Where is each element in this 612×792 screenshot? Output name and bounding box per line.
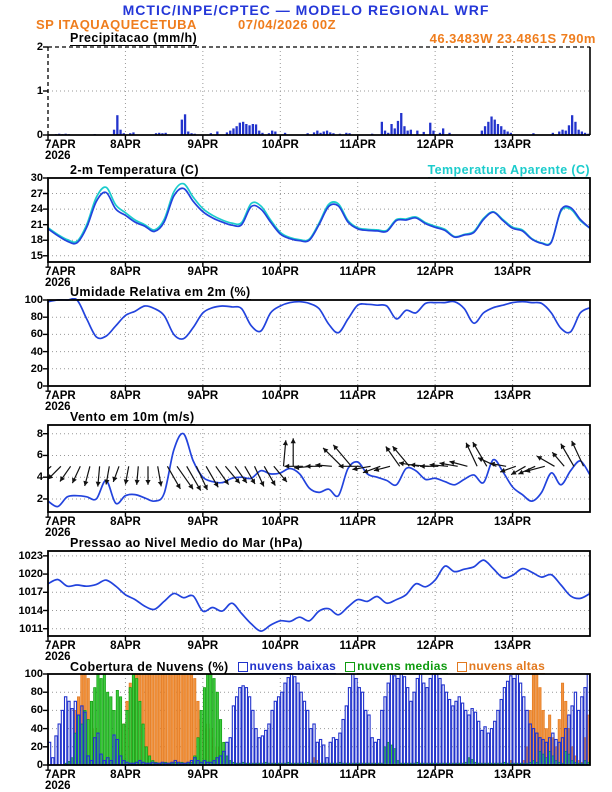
precipitation-x-label: 10APR xyxy=(261,139,299,151)
cloud-cover-x-label: 12APR xyxy=(416,769,454,781)
wind-y-tick-label: 2 xyxy=(36,492,43,505)
precipitation-x-label: 9APR xyxy=(187,139,219,151)
temperature-title: 2-m Temperatura (C) xyxy=(70,163,199,177)
wind-x-label: 9APR xyxy=(187,516,219,528)
wind-title: Vento em 10m (m/s) xyxy=(70,410,195,424)
low-clouds-label: nuvens baixas xyxy=(249,659,337,673)
pressure-y-tick-label: 1011 xyxy=(19,622,43,635)
precipitation-y-tick-label: 0 xyxy=(36,129,43,141)
precipitation-title: Precipitacao (mm/h) xyxy=(70,31,198,45)
wind-y-tick-label: 4 xyxy=(36,471,43,484)
temperature-x-label: 9APR xyxy=(187,266,219,278)
relative-humidity-y-tick-label: 60 xyxy=(30,328,43,341)
pressure-x-label: 13APR xyxy=(494,640,532,652)
cloud-cover-x-label: 8APR xyxy=(110,769,141,781)
pressure-x-label: 9APR xyxy=(187,640,219,652)
relative-humidity-y-tick-label: 100 xyxy=(24,294,43,306)
relative-humidity-y-tick-label: 40 xyxy=(30,345,43,358)
page-title: MCTIC/INPE/CPTEC — MODELO REGIONAL WRF xyxy=(122,2,490,18)
temperature-x-year-label: 2026 xyxy=(45,277,71,289)
wind-x-label: 10APR xyxy=(261,516,299,528)
relative-humidity-x-year-label: 2026 xyxy=(45,401,71,413)
temperature-y-tick-label: 15 xyxy=(30,249,43,262)
relative-humidity-x-label: 10APR xyxy=(261,390,299,402)
precipitation-x-year-label: 2026 xyxy=(45,150,71,162)
precipitation-x-label: 12APR xyxy=(416,139,454,151)
relative-humidity-x-label: 8APR xyxy=(110,390,141,402)
pressure-x-label: 8APR xyxy=(110,640,141,652)
cloud-cover-x-year-label: 2026 xyxy=(45,780,71,792)
temperature-x-label: 10APR xyxy=(261,266,299,278)
precipitation-y-tick-label: 2 xyxy=(36,41,43,53)
wind-x-label: 7APR xyxy=(45,516,76,528)
cloud-cover-x-label: 13APR xyxy=(494,769,532,781)
cloud-cover-y-tick-label: 80 xyxy=(30,686,43,699)
relative-humidity-x-label: 12APR xyxy=(416,390,454,402)
wind-x-label: 11APR xyxy=(339,516,376,528)
station-name: SP ITAQUAQUECETUBA xyxy=(36,17,197,32)
cloud-cover-x-label: 10APR xyxy=(261,769,299,781)
precipitation-y-tick-label: 1 xyxy=(36,85,43,97)
relative-humidity-x-label: 9APR xyxy=(187,390,219,402)
relative-humidity-y-tick-label: 0 xyxy=(36,380,43,392)
pressure-y-tick-label: 1014 xyxy=(18,604,43,617)
precipitation-x-label: 11APR xyxy=(339,139,376,151)
temperature-y-tick-label: 30 xyxy=(30,172,43,184)
temperature-y-tick-label: 24 xyxy=(30,203,43,216)
relative-humidity-y-tick-label: 20 xyxy=(30,362,43,375)
wind-y-tick-label: 6 xyxy=(36,449,43,462)
humidity-title: Umidade Relativa em 2m (%) xyxy=(70,285,251,299)
wind-x-year-label: 2026 xyxy=(45,527,71,539)
cloud-cover-y-tick-label: 100 xyxy=(24,668,43,680)
temperature-x-label: 8APR xyxy=(110,266,141,278)
wind-x-label: 13APR xyxy=(494,516,532,528)
apparent-temperature-legend: Temperatura Aparente (C) xyxy=(427,163,590,177)
cloud-cover-title: Cobertura de Nuvens (%) xyxy=(70,659,229,674)
relative-humidity-x-label: 7APR xyxy=(45,390,76,402)
run-datetime: 07/04/2026 00Z xyxy=(238,17,337,32)
cloud-cover-y-tick-label: 20 xyxy=(30,740,43,753)
temperature-x-label: 7APR xyxy=(45,266,76,278)
cloud-cover-y-tick-label: 40 xyxy=(30,722,43,735)
pressure-x-label: 12APR xyxy=(416,640,454,652)
mid-clouds-label: nuvens medias xyxy=(357,659,448,673)
cloud-cover-x-label: 7APR xyxy=(45,769,76,781)
temperature-x-label: 12APR xyxy=(416,266,454,278)
relative-humidity-y-tick-label: 80 xyxy=(30,311,43,324)
cloud-cover-y-tick-label: 60 xyxy=(30,704,43,717)
temperature-y-tick-label: 21 xyxy=(30,218,43,231)
wind-x-label: 8APR xyxy=(110,516,141,528)
temperature-x-label: 13APR xyxy=(494,266,532,278)
pressure-x-label: 7APR xyxy=(45,640,76,652)
relative-humidity-x-label: 13APR xyxy=(494,390,532,402)
temperature-y-tick-label: 18 xyxy=(30,234,43,247)
relative-humidity-x-label: 11APR xyxy=(339,390,376,402)
cloud-cover-y-tick-label: 0 xyxy=(36,759,43,771)
station-coordinates: 46.3483W 23.4861S 790m xyxy=(429,31,596,46)
pressure-y-tick-label: 1017 xyxy=(18,586,43,599)
cloud-cover-x-label: 11APR xyxy=(339,769,376,781)
pressure-title: Pressao ao Nivel Medio do Mar (hPa) xyxy=(70,536,303,550)
precipitation-x-label: 7APR xyxy=(45,139,76,151)
cloud-cover-x-label: 9APR xyxy=(187,769,219,781)
pressure-x-label: 10APR xyxy=(261,640,299,652)
pressure-y-tick-label: 1020 xyxy=(18,568,43,581)
pressure-x-year-label: 2026 xyxy=(45,651,71,663)
temperature-y-tick-label: 27 xyxy=(30,187,43,200)
high-clouds-label: nuvens altas xyxy=(468,659,546,673)
wind-y-tick-label: 8 xyxy=(36,427,43,440)
precipitation-x-label: 13APR xyxy=(494,139,532,151)
precipitation-x-label: 8APR xyxy=(110,139,141,151)
temperature-x-label: 11APR xyxy=(339,266,376,278)
wind-x-label: 12APR xyxy=(416,516,454,528)
pressure-x-label: 11APR xyxy=(339,640,376,652)
pressure-y-tick-label: 1023 xyxy=(18,549,43,562)
